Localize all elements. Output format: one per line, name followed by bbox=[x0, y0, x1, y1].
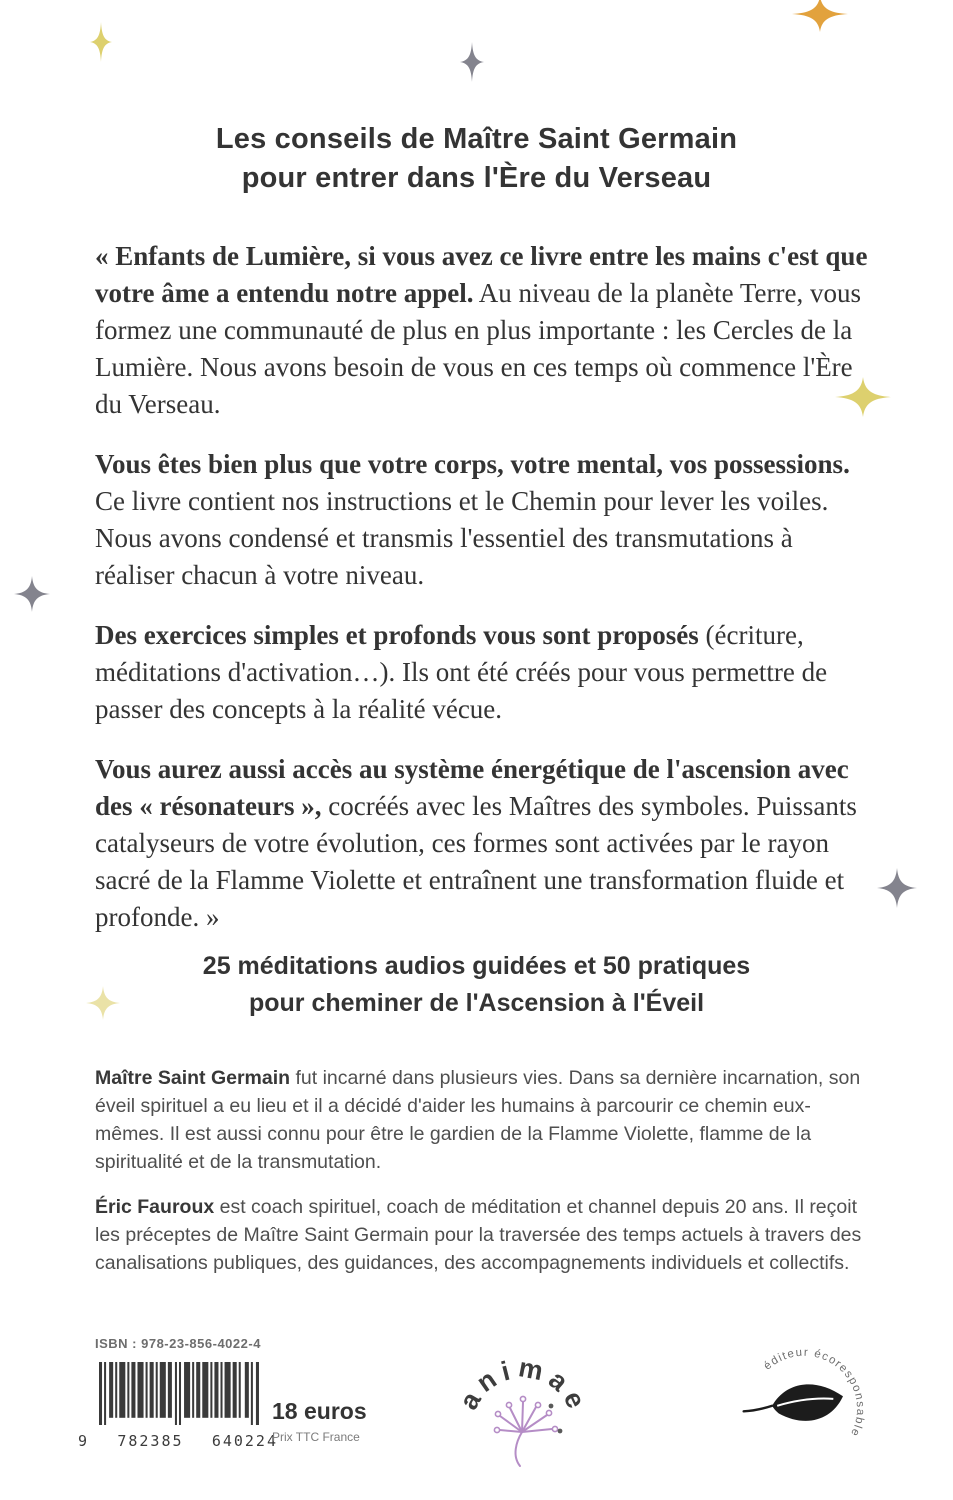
sparkle-icon bbox=[14, 576, 50, 612]
isbn-label: ISBN : 978-23-856-4022-4 bbox=[95, 1336, 261, 1351]
bio-2-name: Éric Fauroux bbox=[95, 1196, 215, 1218]
page-title bbox=[0, 120, 953, 198]
paragraph-3 bbox=[95, 617, 873, 728]
price-note: Prix TTC France bbox=[272, 1430, 360, 1444]
sparkle-icon bbox=[90, 22, 112, 62]
paragraph-1-lead: « Enfants de Lumière, si vous avez ce livre entre les mains c'est que votre âme a entendu notre appel. bbox=[95, 241, 868, 308]
bio-2-text: est coach spirituel, coach de méditation et channel depuis 20 ans. Il reçoit les préceptes de Maître Saint Germain pour la traversée des temps actuels à travers des canalisations publiques, des guidances, des accompagnements individuels et collectifs. bbox=[95, 1196, 862, 1274]
paragraph-1-body: Au niveau de la planète Terre, vous formez une communauté de plus en plus importante : les Cercles de la Lumière. Nous avons besoin de vous en ces temps où commence l'Ère du Verseau. bbox=[95, 278, 861, 419]
author-bios bbox=[95, 1064, 873, 1294]
paragraph-4-body: cocréés avec les Maîtres des symboles. Puissants catalyseurs de votre évolution, ces formes sont activées par le rayon sacré de la Flamme Violette et entraînent une transformation fluide et profonde. » bbox=[95, 791, 857, 932]
publisher-logo-text: animae bbox=[453, 1352, 594, 1419]
paragraph-4-lead: Vous aurez aussi accès au système énergétique de l'ascension avec des « résonateurs », bbox=[95, 754, 849, 821]
eco-publisher-badge-text: éditeur écoresponsable bbox=[761, 1346, 867, 1439]
highlight-line-1: 25 méditations audios guidées et 50 pratiques bbox=[202, 952, 751, 980]
price: 18 euros bbox=[272, 1398, 367, 1424]
leaf-icon bbox=[744, 1354, 844, 1455]
barcode-digits-group1: 782385 bbox=[117, 1432, 184, 1450]
bio-1-name: Maître Saint Germain bbox=[95, 1067, 291, 1089]
bio-1-text: fut incarné dans plusieurs vies. Dans sa dernière incarnation, son éveil spirituel a eu lieu et il a décidé d'aider les humains à parcourir ce chemin eux-mêmes. Il est aussi connu pour être le gardien de la Flamme Violette, flamme de la spiritualité et de la transmutation. bbox=[95, 1067, 861, 1173]
paragraph-2-body: Ce livre contient nos instructions et le Chemin pour lever les voiles. Nous avons condensé et transmis l'essentiel des transmutations à réaliser chacun à votre niveau. bbox=[95, 486, 829, 590]
back-cover-text bbox=[95, 238, 873, 959]
eco-publisher-badge bbox=[702, 1300, 913, 1500]
sparkle-icon bbox=[460, 42, 484, 82]
sparkle-icon bbox=[792, 0, 848, 32]
barcode-digits-group2: 640224 bbox=[211, 1432, 278, 1450]
paragraph-3-lead: Des exercices simples et profonds vous sont proposés bbox=[95, 620, 699, 650]
paragraph-2-lead: Vous êtes bien plus que votre corps, votre mental, vos possessions. bbox=[95, 449, 850, 479]
title-line-2: pour entrer dans l'Ère du Verseau bbox=[241, 162, 712, 194]
barcode-digits bbox=[78, 1432, 278, 1450]
title-line-1: Les conseils de Maître Saint Germain bbox=[215, 123, 738, 155]
highlight-banner bbox=[0, 948, 953, 1022]
bio-saint-germain bbox=[95, 1064, 873, 1176]
paragraph-2 bbox=[95, 446, 873, 594]
publisher-logo bbox=[448, 1336, 598, 1486]
bio-eric-fauroux bbox=[95, 1193, 873, 1277]
paragraph-1 bbox=[95, 238, 873, 423]
dandelion-flower-icon bbox=[494, 1396, 562, 1466]
sparkle-icon bbox=[877, 868, 917, 908]
barcode bbox=[99, 1362, 261, 1434]
barcode-digit-left: 9 bbox=[78, 1432, 90, 1450]
paragraph-4 bbox=[95, 751, 873, 936]
highlight-line-2: pour cheminer de l'Ascension à l'Éveil bbox=[248, 989, 705, 1017]
paragraph-3-body: (écriture, méditations d'activation…). Ils ont été créés pour vous permettre de passer des concepts à la réalité vécue. bbox=[95, 620, 828, 724]
